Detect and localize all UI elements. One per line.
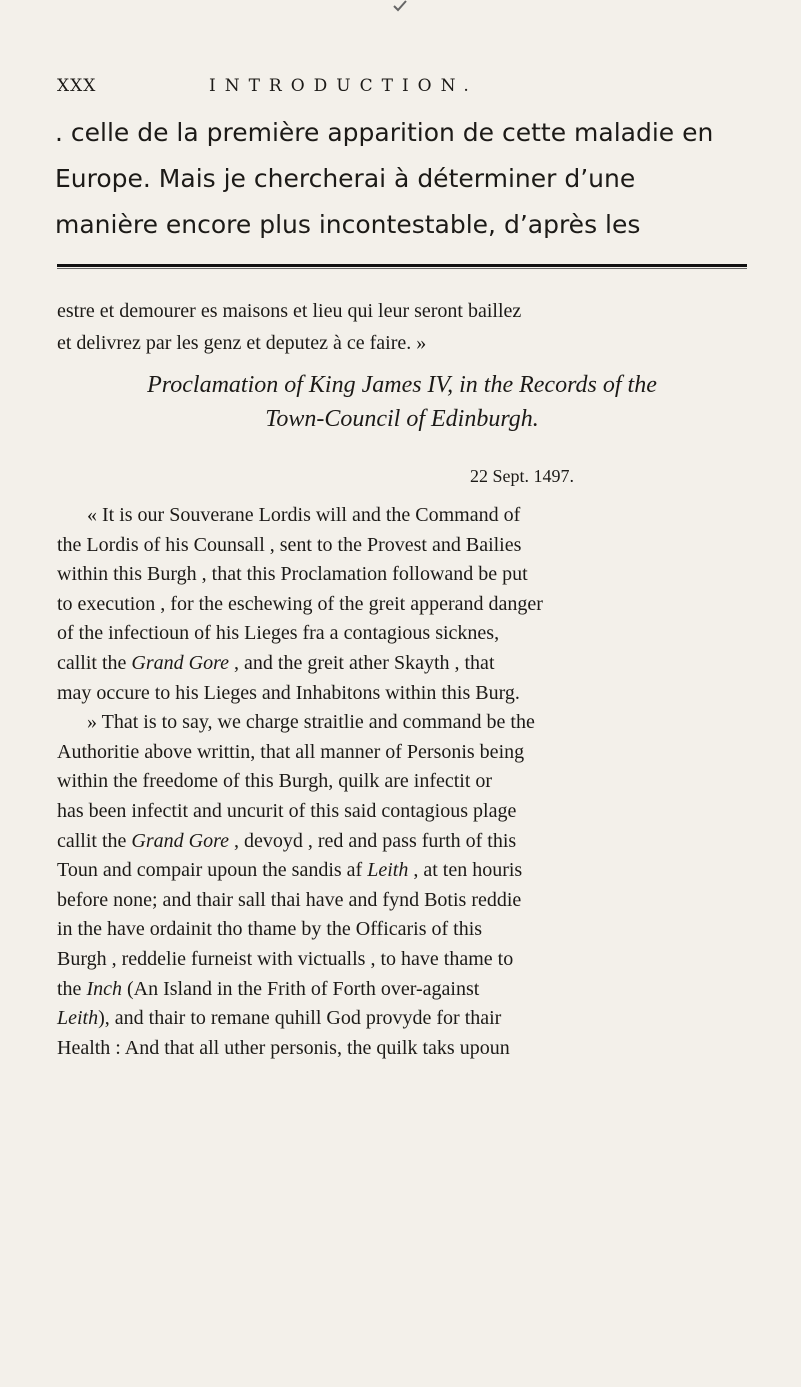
text-line: Europe. Mais je chercherai à déterminer d’une bbox=[55, 164, 636, 193]
text-line: of the infectioun of his Lieges fra a contagious sicknes, bbox=[57, 622, 500, 645]
text-line bbox=[57, 1004, 747, 1034]
text-line: has been infectit and uncurit of this said contagious plage bbox=[57, 799, 517, 822]
text-line: within the freedome of this Burgh, quilk are infectit or bbox=[57, 770, 493, 793]
text-run: Toun and compair upoun the sandis af bbox=[57, 859, 368, 882]
text-line: et delivrez par les genz et deputez à ce faire. » bbox=[57, 331, 427, 354]
text-line: Health : And that all uther personis, the quilk taks upoun bbox=[57, 1036, 510, 1059]
italic-term: Leith bbox=[367, 859, 409, 882]
text-line: Burgh , reddelie furneist with victualls , to have thame to bbox=[57, 947, 514, 970]
footnote-title-line2: Town-Council of Edinburgh. bbox=[265, 406, 539, 432]
text-run: , at ten houris bbox=[408, 859, 523, 882]
proclamation-text bbox=[57, 501, 747, 1063]
running-title: INTRODUCTION. bbox=[209, 76, 478, 96]
text-line: before none; and thair sall thai have and fynd Botis reddie bbox=[57, 888, 522, 911]
text-line: Authoritie above writtin, that all manner of Personis being bbox=[57, 740, 525, 763]
text-run: , devoyd , red and pass furth of this bbox=[229, 829, 517, 852]
text-line: within this Burgh , that this Proclamation followand be put bbox=[57, 563, 528, 586]
text-line: in the have ordainit tho thame by the Officaris of this bbox=[57, 918, 483, 941]
text-line: may occure to his Lieges and Inhabitons within this Burg. bbox=[57, 681, 520, 704]
section-divider bbox=[57, 264, 747, 267]
proclamation-date: 22 Sept. 1497. bbox=[470, 466, 575, 486]
check-mark-icon bbox=[393, 0, 407, 12]
text-line: to execution , for the eschewing of the greit apperand danger bbox=[57, 592, 543, 615]
text-line bbox=[57, 827, 747, 857]
text-line: « It is our Souverane Lordis will and the Command of bbox=[87, 504, 521, 526]
footnote-title-line1: Proclamation of King James IV, in the Records of the bbox=[147, 372, 657, 398]
italic-term: Leith bbox=[57, 1007, 99, 1030]
text-line: estre et demourer es maisons et lieu qui leur seront baillez bbox=[57, 300, 522, 322]
italic-term: Grand Gore bbox=[131, 651, 230, 674]
italic-term: Grand Gore bbox=[131, 829, 230, 852]
text-line bbox=[57, 856, 747, 886]
text-line: manière encore plus incontestable, d’après les bbox=[55, 210, 641, 239]
text-run: callit the bbox=[57, 651, 132, 674]
text-run: callit the bbox=[57, 829, 132, 852]
text-run: ), and thair to remane quhill God provyde for thair bbox=[98, 1007, 502, 1030]
text-line: . celle de la première apparition de cette maladie en bbox=[55, 118, 714, 147]
text-run: the bbox=[57, 977, 87, 1000]
italic-term: Inch bbox=[86, 977, 122, 1000]
footnote-intro bbox=[57, 296, 747, 359]
text-line bbox=[57, 975, 747, 1005]
text-line: the Lordis of his Counsall , sent to the Provest and Bailies bbox=[57, 533, 522, 556]
page-number: XXX bbox=[57, 76, 97, 96]
section-divider-thin bbox=[57, 268, 747, 269]
text-line: » That is to say, we charge straitlie and command be the bbox=[87, 711, 535, 734]
main-text bbox=[55, 110, 755, 248]
text-run: (An Island in the Frith of Forth over-against bbox=[121, 977, 480, 1000]
text-run: , and the greit ather Skayth , that bbox=[229, 651, 495, 674]
text-line bbox=[57, 649, 747, 679]
